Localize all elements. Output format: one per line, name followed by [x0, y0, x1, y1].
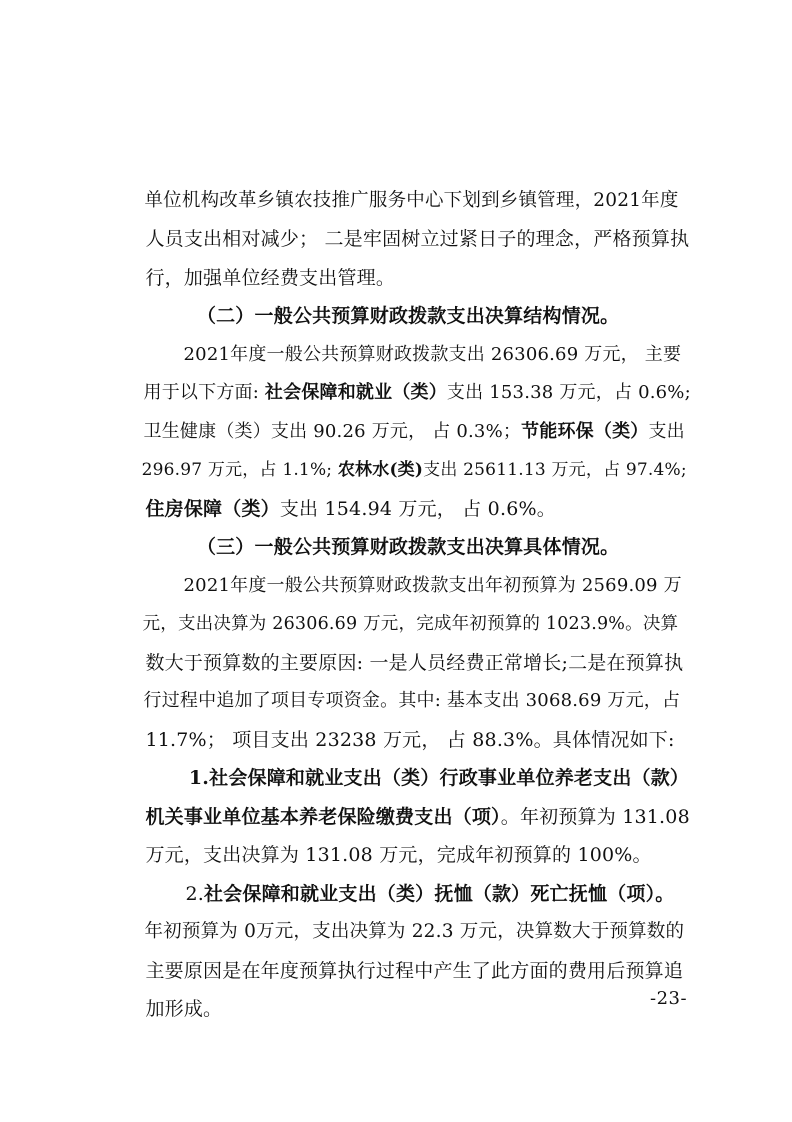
text-run: 支出 [648, 420, 685, 442]
text-run: 支出 154.94 万元， 占 0.6%。 [279, 497, 556, 520]
category-label: 住房保障（类） [145, 497, 280, 520]
heading-text: 1.社会保障和就业支出（类）行政事业单位养老支出（款） [188, 767, 690, 789]
body-text [108, 143, 692, 1020]
text-run: 。年初预算为 131.08 [500, 805, 690, 828]
text-run: 296.97 万元，占 1.1%; [141, 460, 338, 480]
category-label: 农林水(类) [337, 460, 424, 480]
text-run: 单位机构改革乡镇农技推广服务中心下划到乡镇管理，2021年度 [144, 189, 679, 211]
text-run: 主要原因是在年度预算执行过程中产生了此方面的费用后预算追 [145, 959, 684, 982]
text-run: 元，支出决算为 26306.69 万元，完成年初预算的 1023.9%。决算 [142, 614, 679, 634]
category-label: 社会保障和就业（类） [264, 382, 447, 403]
text-run: 11.7%； 项目支出 23238 万元， 占 88.3%。具体情况如下: [145, 728, 675, 751]
item-number: 2. [185, 882, 204, 905]
text-run: 年初预算为 0万元，支出决算为 22.3 万元，决算数大于预算数的 [144, 921, 685, 942]
category-label: 机关事业单位基本养老保险缴费支出（项） [145, 805, 501, 828]
text-run: 行，加强单位经费支出管理。 [145, 266, 396, 289]
heading-text: 社会保障和就业支出（类）抚恤（款）死亡抚恤（项）。 [203, 882, 675, 905]
text-run: 卫生健康（类）支出 90.26 万元， 占 0.3%； [143, 420, 522, 442]
paragraph-line [108, 143, 692, 211]
text-run: 人员支出相对减少； 二是牢固树立过紧日子的理念，严格预算执 [145, 228, 690, 250]
category-label: 节能环保（类） [521, 420, 649, 442]
text-run: 2021年度一般公共预算财政拨款支出年初预算为 2569.09 万 [183, 574, 682, 596]
text-run: 用于以下方面: [143, 382, 265, 403]
text-run: 行过程中追加了项目专项资金。其中: 基本支出 3068.69 万元，占 [143, 690, 681, 711]
text-run: 支出 153.38 万元，占 0.6%; [446, 382, 691, 403]
heading-text: （二）一般公共预算财政拨款支出决算结构情况。 [196, 305, 620, 327]
text-run: 万元，支出决算为 131.08 万元，完成年初预算的 100%。 [145, 844, 652, 866]
heading-text: （三）一般公共预算财政拨款支出决算具体情况。 [196, 536, 620, 558]
text-run: 2021年度一般公共预算财政拨款支出 26306.69 万元， 主要 [183, 343, 682, 365]
text-run: 加形成。 [145, 998, 223, 1020]
page-number: -23- [650, 988, 688, 1009]
text-run: 支出 25611.13 万元，占 97.4%; [423, 460, 687, 480]
text-run: 数大于预算数的主要原因: 一是人员经费正常增长;二是在预算执 [145, 651, 684, 674]
